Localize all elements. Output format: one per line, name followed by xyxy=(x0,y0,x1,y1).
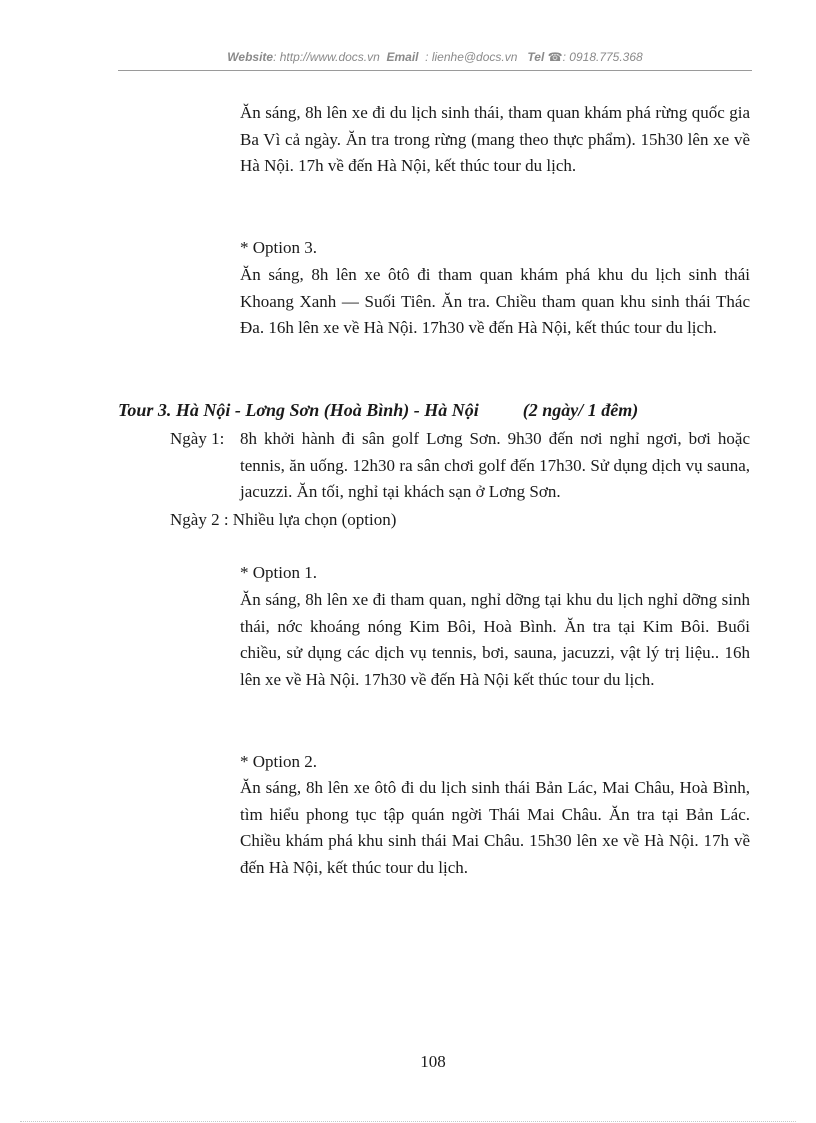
day2-label: Ngày 2 : xyxy=(170,510,229,529)
tour-title xyxy=(118,400,758,421)
tel-value: : 0918.775.368 xyxy=(562,50,643,64)
day1-block xyxy=(170,426,750,506)
option2-heading: * Option 2. xyxy=(240,752,317,771)
page-header xyxy=(118,50,752,64)
day2-block xyxy=(170,507,396,534)
tour-title-text: Tour 3. Hà Nội - Lơng Sơn (Hoà Bình) - Hà Nội xyxy=(118,400,479,420)
option3-heading: * Option 3. xyxy=(240,238,317,257)
phone-icon: ☎ xyxy=(547,50,563,64)
option1-text: Ăn sáng, 8h lên xe đi tham quan, nghỉ dỡng tại khu du lịch nghỉ dỡng sinh thái, nớc khoáng nóng Kim Bôi, Hoà Bình. Ăn tra tại Kim Bôi. Buổi chiều, sử dụng các dịch vụ tennis, bơi, sauna, jacuzzi, vật lý trị liệu.. 16h lên xe về Hà Nội. 17h30 về đến Hà Nội kết thúc tour du lịch. xyxy=(240,590,750,689)
day1-text: 8h khởi hành đi sân golf Lơng Sơn. 9h30 đến nơi nghỉ ngơi, bơi hoặc tennis, ăn uống. 12h30 ra sân chơi golf đến 17h30. Sử dụng dịch vụ sauna, jacuzzi. Ăn tối, nghỉ tại khách sạn ở Lơng Sơn. xyxy=(240,429,750,501)
tour-duration: (2 ngày/ 1 đêm) xyxy=(522,400,639,420)
option2-text: Ăn sáng, 8h lên xe ôtô đi du lịch sinh thái Bản Lác, Mai Châu, Hoà Bình, tìm hiểu phong tục tập quán ngời Thái Mai Châu. Ăn tra tại Bản Lác. Chiều khám phá khu sinh thái Mai Châu. 15h30 lên xe về Hà Nội. 17h về đến Hà Nội, kết thúc tour du lịch. xyxy=(240,778,750,877)
option1-heading: * Option 1. xyxy=(240,563,317,582)
day2-text: Nhiều lựa chọn (option) xyxy=(232,510,397,529)
website-value: : http://www.docs.vn xyxy=(273,50,380,64)
page-number: 108 xyxy=(420,1052,446,1071)
day1-label: Ngày 1: xyxy=(170,429,225,448)
email-value: : lienhe@docs.vn xyxy=(425,50,518,64)
email-label: Email xyxy=(386,50,419,64)
header-divider xyxy=(118,70,752,71)
option3-text: Ăn sáng, 8h lên xe ôtô đi tham quan khám phá khu du lịch sinh thái Khoang Xanh — Suối Tiên. Ăn tra. Chiều tham quan khu sinh thái Thác Đa. 16h lên xe về Hà Nội. 17h30 về đến Hà Nội, kết thúc tour du lịch. xyxy=(240,265,750,337)
tel-label: Tel xyxy=(527,50,545,64)
bottom-divider xyxy=(20,1121,796,1122)
website-label: Website xyxy=(227,50,274,64)
intro-paragraph: Ăn sáng, 8h lên xe đi du lịch sinh thái, tham quan khám phá rừng quốc gia Ba Vì cả ngày. Ăn tra trong rừng (mang theo thực phẩm). 15h30 lên xe về Hà Nội. 17h về đến Hà Nội, kết thúc tour du lịch. xyxy=(240,103,750,175)
